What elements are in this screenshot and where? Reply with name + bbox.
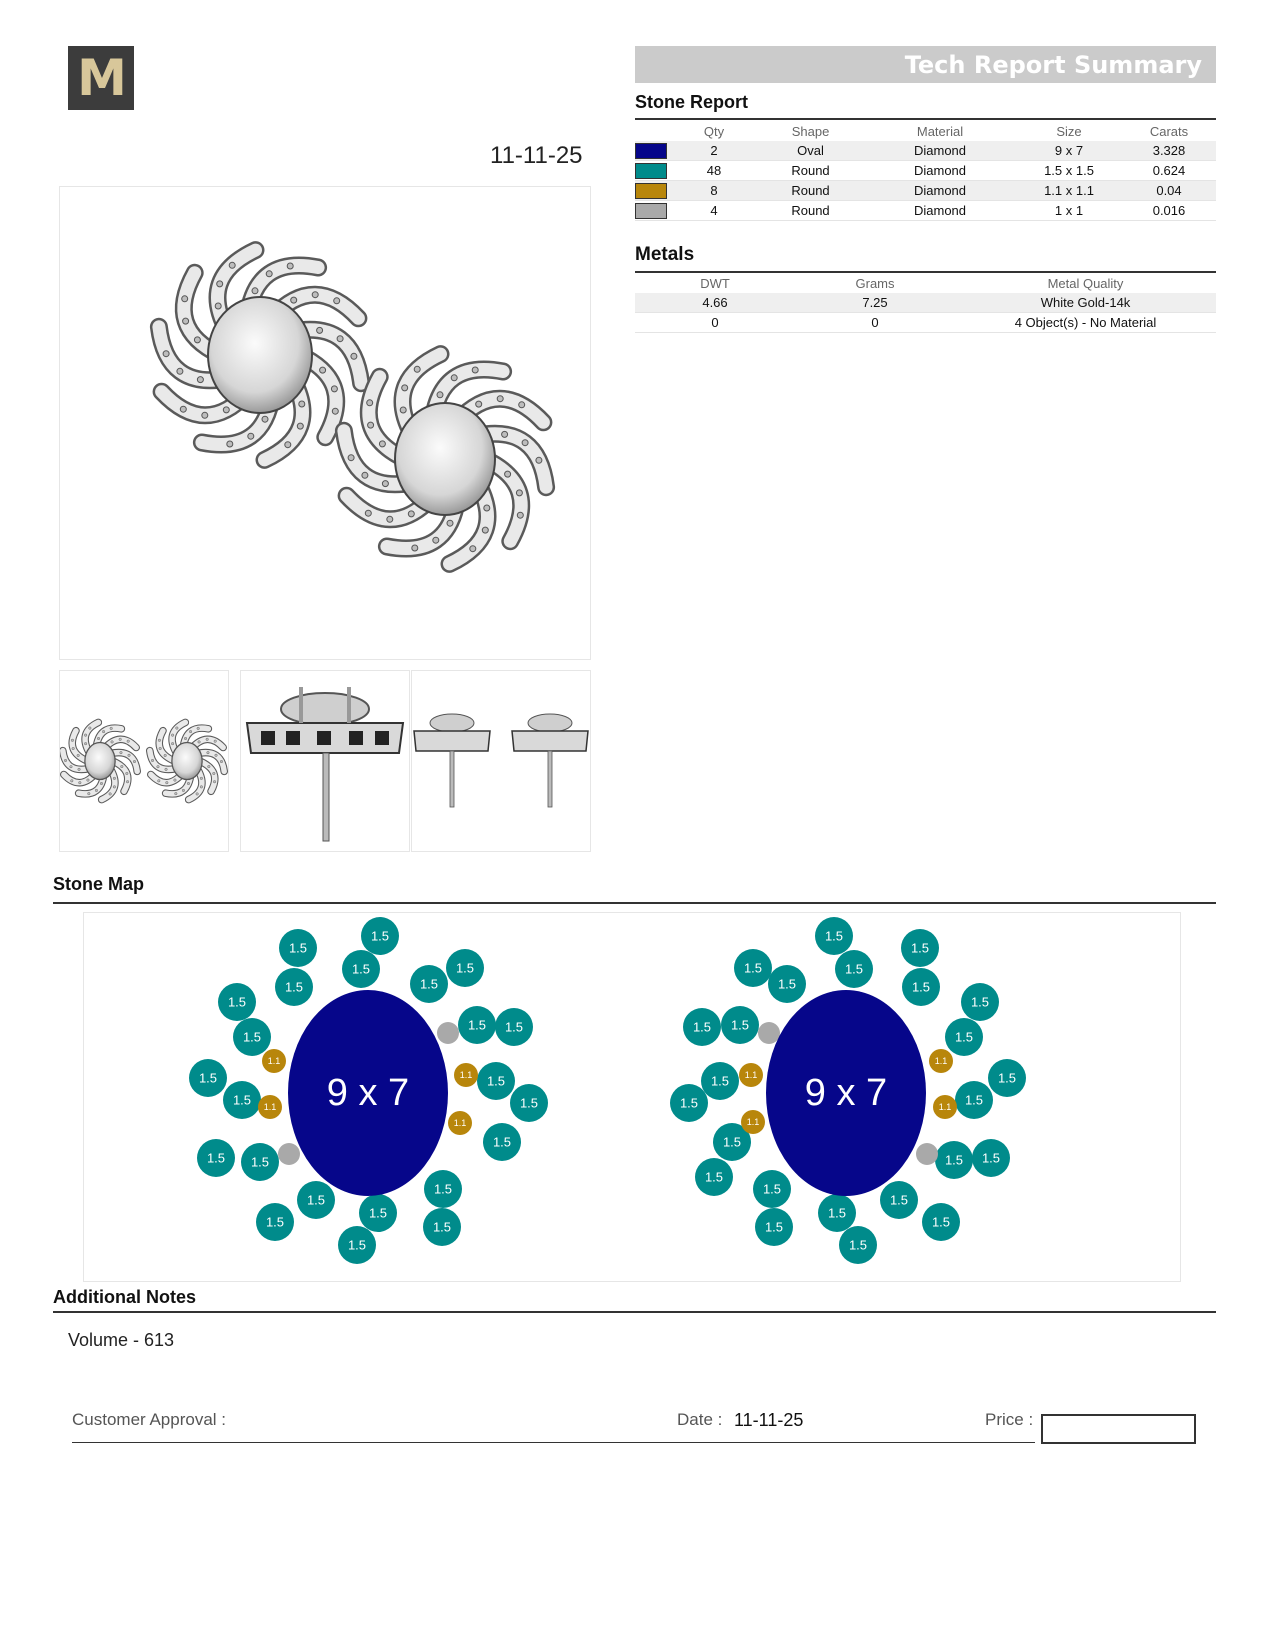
pave-stone (472, 367, 478, 373)
pave-stone (64, 759, 67, 762)
round-stone-1-0 (437, 1022, 459, 1044)
stone-size-label: 1.5 (232, 1092, 252, 1108)
stone-size-label: 1.5 (288, 940, 308, 956)
pave-stone (214, 740, 217, 743)
pave-stone (437, 392, 443, 398)
pave-stone (536, 457, 542, 463)
pave-stone (183, 318, 189, 324)
pave-stone (497, 396, 503, 402)
stone-size-label: 1.5 (954, 1029, 974, 1045)
stone-size-label: 1.5 (970, 994, 990, 1010)
metal-row (635, 293, 1216, 313)
pave-stone (171, 742, 174, 745)
pave-stone (482, 527, 488, 533)
stone-size-label: 1.5 (492, 1134, 512, 1150)
pave-stone (95, 789, 98, 792)
pave-stone (522, 440, 528, 446)
stone-size-label: 1.5 (710, 1073, 730, 1089)
pave-stone (126, 772, 129, 775)
pave-stone (100, 782, 103, 785)
pave-stone (320, 367, 326, 373)
pave-stone (127, 740, 130, 743)
stone-size-label: 1.5 (692, 1019, 712, 1035)
pave-stone (78, 768, 81, 771)
pave-stone (109, 793, 112, 796)
pave-stone (484, 505, 490, 511)
stone-size-label: 1.5 (486, 1073, 506, 1089)
pave-stone (84, 742, 87, 745)
pave-stone (334, 298, 340, 304)
pave-stone (312, 292, 318, 298)
stone-size: 9 x 7 (1016, 141, 1122, 161)
pave-stone (368, 422, 374, 428)
stone-size-label: 1.1 (746, 1117, 760, 1127)
stone-size-label: 1.5 (679, 1095, 699, 1111)
pave-stone (97, 737, 100, 740)
stone-row (635, 141, 1216, 161)
stone-map-heading: Stone Map (53, 874, 145, 894)
stone-size-label: 1.5 (370, 928, 390, 944)
pave-stone (447, 520, 453, 526)
pave-stone (215, 754, 218, 757)
stone-size-label: 1.5 (347, 1237, 367, 1253)
pave-stone (223, 407, 229, 413)
pave-stone (174, 779, 177, 782)
pave-stone (184, 737, 187, 740)
stone-size-label: 1.5 (910, 940, 930, 956)
stone-color-swatch (635, 143, 667, 159)
pave-stone (197, 727, 200, 730)
stone-material: Diamond (864, 161, 1016, 181)
pave-stone (198, 741, 201, 744)
stone-carats: 0.04 (1122, 181, 1216, 201)
stone-color-swatch (635, 183, 667, 199)
stone-size-label: 1.5 (284, 979, 304, 995)
pave-stone (158, 739, 161, 742)
stone-color-swatch (635, 163, 667, 179)
stone-size-label: 1.5 (944, 1152, 964, 1168)
report-date: 11-11-25 (490, 142, 583, 169)
dwt-header: DWT (700, 276, 730, 291)
round-stone-1-0 (278, 1143, 300, 1165)
thumb-earring-right (150, 722, 224, 799)
material-header: Material (916, 124, 964, 139)
pave-stone (200, 786, 203, 789)
pave-stone (187, 782, 190, 785)
pave-stone (517, 512, 523, 518)
pave-stone (337, 336, 343, 342)
stone-report-heading: Stone Report (635, 92, 749, 112)
pave-stone (194, 337, 200, 343)
pave-stone (200, 777, 203, 780)
pave-stone (229, 262, 235, 268)
stone-map-panel (83, 912, 1181, 1282)
stone-row (635, 201, 1216, 221)
pave-stone (351, 353, 357, 359)
stone-qty: 4 (671, 201, 757, 221)
pave-stone (297, 423, 303, 429)
stone-report-header-row (635, 122, 1216, 141)
stone-size-label: 1.1 (267, 1056, 281, 1066)
pave-stone (400, 407, 406, 413)
center-stone-label: 9 x 7 (326, 1072, 410, 1114)
pave-stone (102, 730, 105, 733)
main-render-image (59, 186, 591, 660)
stone-size-label: 1.5 (306, 1192, 326, 1208)
pave-stone (285, 442, 291, 448)
pave-stone (88, 792, 91, 795)
title-bar (635, 46, 1216, 83)
stone-map-rule (53, 902, 1216, 904)
pave-stone (79, 781, 82, 784)
stone-carats: 0.016 (1122, 201, 1216, 221)
stone-size-label: 1.5 (433, 1181, 453, 1197)
stone-size-label: 1.5 (519, 1095, 539, 1111)
pave-stone (362, 472, 368, 478)
stone-color-header (635, 122, 671, 141)
pave-stone (213, 772, 216, 775)
pave-stone (470, 546, 476, 552)
pave-stone (126, 780, 129, 783)
approval-signature-line (72, 1442, 1035, 1443)
notes-heading: Additional Notes (53, 1287, 196, 1307)
thumbnail-angles (411, 670, 591, 852)
stone-size-label: 1.1 (263, 1102, 277, 1112)
qty-header: Qty (703, 124, 725, 139)
earrings-render (60, 187, 590, 659)
stone-size-label: 1.5 (844, 961, 864, 977)
pave-stone (166, 781, 169, 784)
stone-shape: Round (757, 201, 864, 221)
carats-header: Carats (1149, 124, 1189, 139)
thumbnail-front (59, 670, 229, 852)
stone-size-label: 1.5 (250, 1154, 270, 1170)
metals-header-row (635, 274, 1216, 293)
stone-size-label: 1.5 (704, 1169, 724, 1185)
pave-stone (299, 401, 305, 407)
pave-stone (220, 760, 223, 763)
pave-stone (382, 481, 388, 487)
pave-stone (119, 738, 122, 741)
stone-size-label: 1.5 (777, 976, 797, 992)
size-header: Size (1056, 124, 1082, 139)
pave-stone (331, 386, 337, 392)
pave-stone (197, 377, 203, 383)
center-stone-label: 9 x 7 (804, 1072, 888, 1114)
pave-stone (202, 412, 208, 418)
pave-stone (171, 734, 174, 737)
pave-stone (70, 765, 73, 768)
stone-size-label: 1.1 (744, 1070, 758, 1080)
stone-size-label: 1.1 (938, 1102, 952, 1112)
stone-size-label: 1.5 (827, 1205, 847, 1221)
pave-stone (207, 751, 210, 754)
earring-left (159, 250, 361, 460)
pave-stone (159, 747, 162, 750)
pave-stone (379, 441, 385, 447)
earring-right (344, 354, 546, 564)
pave-stone (157, 765, 160, 768)
footer-date-label: Date : (677, 1410, 723, 1429)
stone-size-label: 1.5 (227, 994, 247, 1010)
stone-size-label: 1.5 (198, 1070, 218, 1086)
pave-stone (128, 754, 131, 757)
notes-rule (53, 1311, 1216, 1313)
stone-material: Diamond (864, 141, 1016, 161)
pave-stone (180, 406, 186, 412)
price-label: Price : (985, 1410, 1034, 1429)
stone-size-label: 1.5 (848, 1237, 868, 1253)
pave-stone (151, 759, 154, 762)
stone-size-label: 1.5 (889, 1192, 909, 1208)
logo-letter: M (77, 49, 125, 107)
stone-size-label: 1.5 (911, 979, 931, 995)
pave-stone (266, 271, 272, 277)
pave-stone (175, 792, 178, 795)
stone-material: Diamond (864, 201, 1016, 221)
footer-date-value: 11-11-25 (734, 1410, 804, 1430)
stone-material: Diamond (864, 181, 1016, 201)
pave-stone (182, 296, 188, 302)
stone-size-label: 1.5 (351, 961, 371, 977)
pave-stone (158, 780, 161, 783)
stone-size-label: 1.5 (455, 960, 475, 976)
metals-rule (635, 271, 1216, 273)
stone-carats: 0.624 (1122, 161, 1216, 181)
pave-stone (287, 263, 293, 269)
stone-qty: 2 (671, 141, 757, 161)
stone-size-label: 1.1 (453, 1118, 467, 1128)
stone-qty: 8 (671, 181, 757, 201)
stone-qty: 48 (671, 161, 757, 181)
stone-size-label: 1.5 (931, 1214, 951, 1230)
pave-stone (348, 455, 354, 461)
stone-size-label: 1.5 (762, 1181, 782, 1197)
pave-stone (71, 780, 74, 783)
stone-size-label: 1.5 (981, 1150, 1001, 1166)
pave-stone (165, 768, 168, 771)
pave-stone (217, 281, 223, 287)
stone-size-label: 1.5 (206, 1150, 226, 1166)
stone-row (635, 161, 1216, 181)
pave-stone (213, 780, 216, 783)
metal-dwt: 0 (635, 313, 795, 333)
stone-size-label: 1.5 (997, 1070, 1017, 1086)
stone-size-label: 1.5 (504, 1019, 524, 1035)
metal-quality: White Gold-14k (955, 293, 1216, 313)
pave-stone (516, 490, 522, 496)
stone-color-swatch (635, 203, 667, 219)
thumbnail-side (240, 670, 410, 852)
pave-stone (208, 765, 211, 768)
stone-size-label: 1.5 (432, 1219, 452, 1235)
stone-size-label: 1.5 (722, 1134, 742, 1150)
pave-stone (433, 537, 439, 543)
pave-stone (451, 375, 457, 381)
stone-size-label: 1.5 (824, 928, 844, 944)
pave-stone (163, 351, 169, 357)
shape-header: Shape (791, 124, 830, 139)
pave-stone (77, 754, 80, 757)
stone-size-label: 1.5 (730, 1017, 750, 1033)
customer-approval-label: Customer Approval : (72, 1410, 227, 1429)
pave-stone (110, 727, 113, 730)
pave-stone (84, 734, 87, 737)
stone-row (635, 181, 1216, 201)
round-stone-1-0 (916, 1143, 938, 1165)
notes-text: Volume - 613 (68, 1330, 175, 1350)
pave-stone (71, 739, 74, 742)
metal-grams: 7.25 (795, 293, 955, 313)
pave-stone (476, 401, 482, 407)
stone-size-label: 1.5 (242, 1029, 262, 1045)
pave-stone (196, 793, 199, 796)
pave-stone (87, 779, 90, 782)
stone-size-label: 1.5 (265, 1214, 285, 1230)
stone-report-rule (635, 118, 1216, 120)
pave-stone (387, 516, 393, 522)
pave-stone (177, 368, 183, 374)
stone-size-label: 1.5 (419, 976, 439, 992)
stone-size-label: 1.5 (743, 960, 763, 976)
metal-grams: 0 (795, 313, 955, 333)
pave-stone (252, 288, 258, 294)
pave-stone (262, 416, 268, 422)
pave-stone (111, 741, 114, 744)
stone-shape: Round (757, 181, 864, 201)
pave-stone (227, 441, 233, 447)
pave-stone (215, 303, 221, 309)
pave-stone (505, 471, 511, 477)
report-title: Tech Report Summary (904, 51, 1202, 79)
pave-stone (189, 730, 192, 733)
pave-stone (89, 727, 92, 730)
stone-size: 1.1 x 1.1 (1016, 181, 1122, 201)
pave-stone (164, 754, 167, 757)
pave-stone (113, 786, 116, 789)
pave-stone (332, 408, 338, 414)
stone-size-label: 1.1 (459, 1070, 473, 1080)
stone-report-table (635, 122, 1216, 221)
metal-quality: 4 Object(s) - No Material (955, 313, 1216, 333)
company-logo (68, 46, 134, 110)
grams-header: Grams (855, 276, 895, 291)
stone-size-label: 1.5 (368, 1205, 388, 1221)
pave-stone (365, 510, 371, 516)
pave-stone (120, 751, 123, 754)
pave-stone (176, 727, 179, 730)
price-input[interactable] (1041, 1414, 1196, 1444)
pave-stone (519, 402, 525, 408)
pave-stone (408, 511, 414, 517)
pave-stone (121, 765, 124, 768)
pave-stone (113, 777, 116, 780)
stone-size-label: 1.5 (764, 1219, 784, 1235)
stone-shape: Round (757, 161, 864, 181)
pave-stone (206, 738, 209, 741)
stone-size-label: 1.5 (467, 1017, 487, 1033)
thumb-earring-left (63, 722, 137, 799)
metal-dwt: 4.66 (635, 293, 795, 313)
metal-row (635, 313, 1216, 333)
pave-stone (291, 297, 297, 303)
round-stone-1-0 (758, 1022, 780, 1044)
stone-carats: 3.328 (1122, 141, 1216, 161)
pave-stone (367, 400, 373, 406)
pave-stone (414, 366, 420, 372)
pave-stone (317, 327, 323, 333)
metal-quality-header: Metal Quality (1047, 276, 1124, 291)
pave-stone (182, 789, 185, 792)
metals-heading: Metals (635, 244, 695, 265)
pave-stone (133, 760, 136, 763)
pave-stone (248, 433, 254, 439)
metals-table (635, 274, 1216, 333)
stone-size-label: 1.5 (964, 1092, 984, 1108)
stone-size-label: 1.1 (934, 1056, 948, 1066)
stone-shape: Oval (757, 141, 864, 161)
pave-stone (72, 747, 75, 750)
pave-stone (502, 431, 508, 437)
stone-size: 1 x 1 (1016, 201, 1122, 221)
pave-stone (402, 385, 408, 391)
stone-map-diagram (84, 913, 1180, 1281)
stone-size: 1.5 x 1.5 (1016, 161, 1122, 181)
pave-stone (412, 545, 418, 551)
